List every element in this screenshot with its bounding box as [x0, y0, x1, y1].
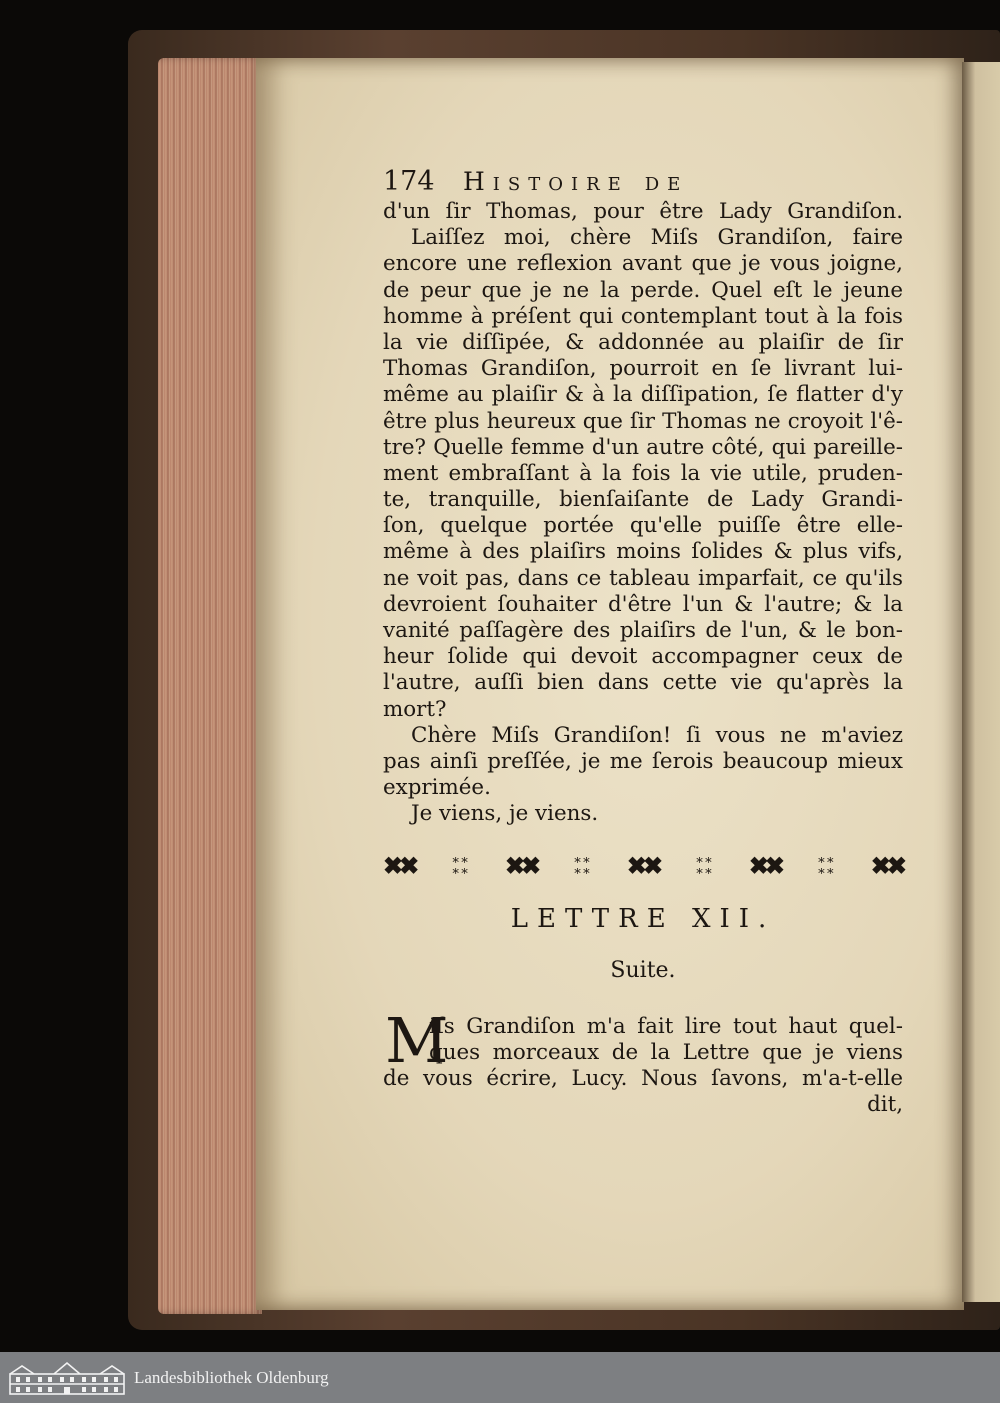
- letter-incipit: [383, 1003, 903, 1119]
- text-line: Je viens, je viens.: [411, 801, 599, 827]
- library-building-icon: [8, 1360, 126, 1396]
- text-line: Thomas Grandiſon, pourroit en ſe livrant lui-: [383, 356, 903, 382]
- catchword: dit,: [867, 1092, 903, 1118]
- text-line: ſon, quelque portée qu'elle puiſſe être elle-: [383, 513, 903, 539]
- page-edges: [158, 58, 262, 1314]
- text-line: te, tranquille, bienſaiſante de Lady Grandi-: [383, 487, 903, 513]
- text-line: ne voit pas, dans ce tableau imparfait, ce qu'ils: [383, 565, 903, 591]
- ornament-x-icon: ✖✖: [626, 851, 660, 880]
- text-line: la vie diſſipée, & addonnée au plaiſir de ſir: [383, 329, 903, 355]
- letter-subtitle: Suite.: [610, 957, 676, 983]
- text-line: devroient ſouhaiter d'être l'un & l'autre; & la: [383, 591, 903, 617]
- text-line: homme à préſent qui contemplant tout à la fois: [383, 303, 903, 329]
- text-line: de vous écrire, Lucy. Nous ſavons, m'a-t-elle: [383, 1065, 903, 1091]
- ornament-dots-icon: ∗∗ ∗∗: [451, 852, 469, 879]
- text-line: Laiſſez moi, chère Miſs Grandiſon, faire: [411, 225, 903, 251]
- ornament-x-icon: ✖✖: [383, 851, 416, 880]
- text-line: être plus heureux que ſir Thomas ne croyoit l'ê-: [383, 408, 903, 434]
- text-line: même à des plaiſirs moins ſolides & plus vifs,: [383, 539, 903, 565]
- text-line: iſs Grandiſon m'a fait lire tout haut quel-: [429, 1013, 903, 1039]
- ornament-x-icon: ✖✖: [870, 851, 903, 880]
- text-line: ques morceaux de la Lettre que je viens: [429, 1039, 903, 1065]
- running-title: Histoire de: [463, 167, 689, 196]
- library-name: Landesbibliothek Oldenburg: [134, 1367, 329, 1387]
- running-header: [383, 165, 903, 199]
- ornament-dots-icon: ∗∗ ∗∗: [695, 852, 713, 879]
- ornament-x-icon: ✖✖: [504, 851, 538, 880]
- text-line: d'un ſir Thomas, pour être Lady Grandiſon.: [383, 199, 903, 224]
- ornament-x-icon: ✖✖: [748, 851, 782, 880]
- text-line: tre? Quelle femme d'un autre côté, qui pareille-: [383, 434, 903, 460]
- text-line: encore une reflexion avant que je vous joigne,: [383, 251, 903, 277]
- text-line: l'autre, auſſi bien dans cette vie qu'après la: [383, 670, 903, 696]
- text-line: heur ſolide qui devoit accompagner ceux de: [383, 644, 903, 670]
- ornament-divider: [383, 842, 903, 890]
- text-line: mort?: [383, 696, 447, 722]
- text-line: exprimée.: [383, 775, 491, 801]
- text-line: de peur que je ne la perde. Quel eſt le jeune: [383, 277, 903, 303]
- text-line: ment embraſſant à la fois la vie utile, pruden-: [383, 460, 903, 486]
- facing-page-edge: [962, 62, 1000, 1302]
- ornament-dots-icon: ∗∗ ∗∗: [817, 852, 835, 879]
- page-number: 174: [383, 166, 435, 197]
- footer-bar: [0, 1352, 1000, 1403]
- page-text: [383, 165, 903, 1118]
- drop-cap: M: [385, 1003, 449, 1077]
- text-line: vanité paſſagère des plaiſirs de l'un, & le bon-: [383, 618, 903, 643]
- ornament-dots-icon: ∗∗ ∗∗: [573, 852, 591, 879]
- text-line: même au plaiſir & à la diſſipation, ſe flatter d'y: [383, 382, 903, 408]
- body-text: [383, 199, 903, 828]
- letter-title: LETTRE XII.: [510, 903, 776, 934]
- text-line: pas ainſi preſſée, je me ſerois beaucoup mieux: [383, 748, 903, 774]
- text-line: Chère Miſs Grandiſon! ſi vous ne m'aviez: [411, 722, 903, 748]
